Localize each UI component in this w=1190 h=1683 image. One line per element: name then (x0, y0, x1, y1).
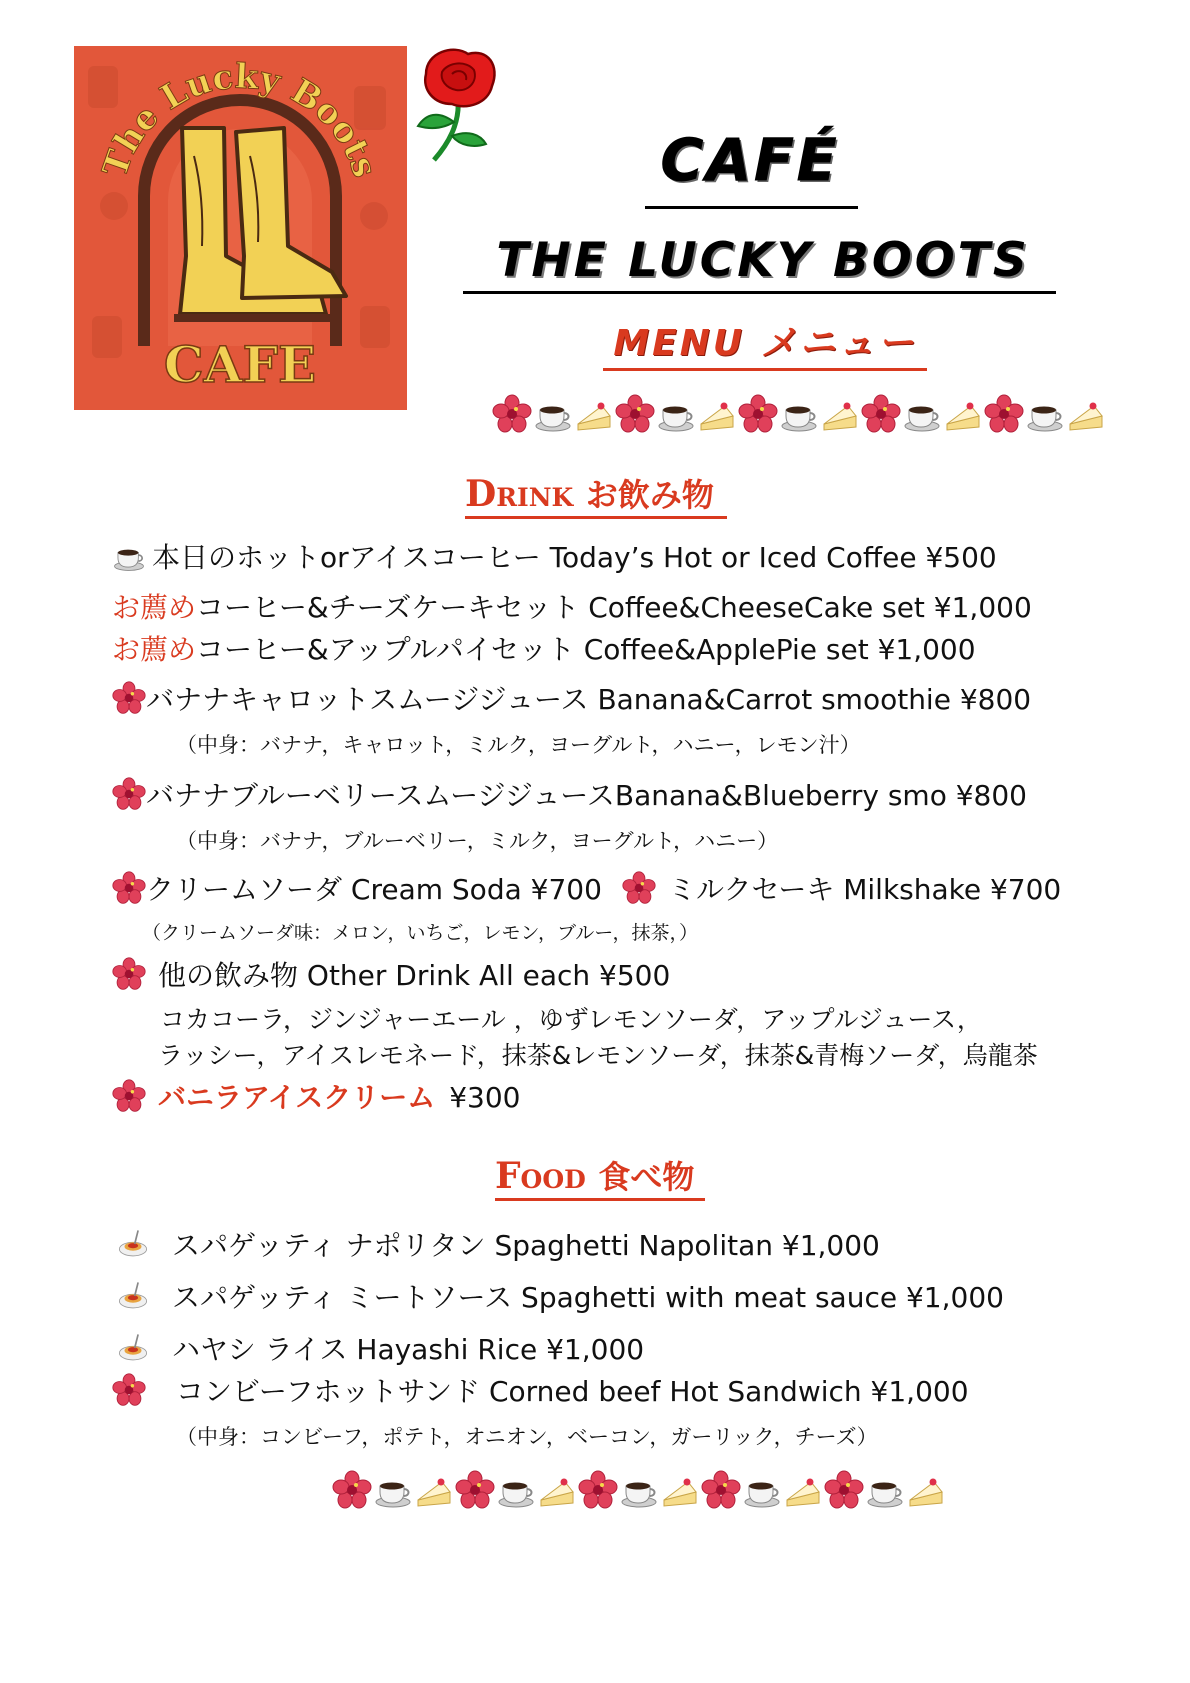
other-drink-list-1: コカコーラ，ジンジャーエール ，ゆずレモンソーダ，アップルジュース， (160, 1005, 982, 1034)
cake-slice-icon (906, 1470, 946, 1510)
title-menu-underline (603, 368, 927, 371)
drink-heading-en: Drink (465, 473, 574, 515)
menu-item-hot-coffee (112, 538, 997, 578)
coffee-cup-icon (1025, 394, 1065, 434)
corned-beef-ingredients: （中身：コンビーフ，ポテト，オニオン，ベーコン，ガーリック，チーズ） (176, 1425, 878, 1449)
coffee-cup-icon (865, 1470, 905, 1510)
menu-item-napolitan (116, 1226, 880, 1266)
cake-slice-icon (1066, 394, 1106, 434)
menu-item-text: 他の飲み物 Other Drink All each ¥500 (158, 959, 671, 992)
other-drink-list-2: ラッシー，アイスレモネード，抹茶&レモンソーダ，抹茶&青梅ソーダ，烏龍茶 (158, 1041, 1038, 1070)
coffee-cup-icon (656, 394, 696, 434)
hibiscus-icon (861, 394, 901, 434)
menu-item-text: バナナブルーベリースムージジュースBanana&Blueberry smo ¥800 (146, 779, 1027, 812)
hibiscus-icon (455, 1470, 495, 1510)
hibiscus-icon (738, 394, 778, 434)
menu-item-text: クリームソーダ Cream Soda ¥700 (146, 873, 602, 906)
food-heading-en: Food (495, 1155, 586, 1197)
hibiscus-icon (492, 394, 532, 434)
hibiscus-icon (984, 394, 1024, 434)
spaghetti-icon (116, 1227, 150, 1261)
menu-item-text: コンビーフホットサンド Corned beef Hot Sandwich ¥1,000 (176, 1375, 969, 1408)
cake-slice-icon (414, 1470, 454, 1510)
banana-blueberry-ingredients: （中身：バナナ，ブルーベリー，ミルク，ヨーグルト，ハニー） (176, 829, 779, 853)
recommend-label: お薦め (112, 591, 197, 624)
cake-slice-icon (697, 394, 737, 434)
emoji-divider-bottom (332, 1470, 946, 1510)
title-cafe: CAFÉ (660, 126, 840, 194)
coffee-cup-icon (619, 1470, 659, 1510)
spaghetti-icon (116, 1331, 150, 1365)
hibiscus-icon (578, 1470, 618, 1510)
title-name-underline (463, 291, 1056, 294)
coffee-cup-icon (779, 394, 819, 434)
food-heading-underline (495, 1198, 705, 1201)
menu-item-text: ミルクセーキ Milkshake ¥700 (668, 873, 1062, 906)
coffee-cup-icon (902, 394, 942, 434)
recommend-label: お薦め (112, 633, 197, 666)
title-cafe-name: THE LUCKY BOOTS (496, 233, 1030, 288)
banana-carrot-ingredients: （中身：バナナ，キャロット，ミルク，ヨーグルト，ハニー，レモン汁） (176, 733, 861, 757)
menu-item-hayashi (116, 1330, 644, 1370)
title-cafe-underline (645, 206, 858, 209)
hibiscus-icon (701, 1470, 741, 1510)
menu-item-text: スパゲッティ ミートソース Spaghetti with meat sauce ¥1,000 (172, 1281, 1004, 1314)
vanilla-ice-name: バニラアイスクリーム (158, 1081, 436, 1114)
coffee-cup-icon (533, 394, 573, 434)
hibiscus-icon (615, 394, 655, 434)
menu-item-corned-beef (112, 1372, 969, 1412)
menu-item-milkshake (622, 870, 1061, 910)
cafe-logo (74, 46, 407, 410)
coffee-cup-icon (496, 1470, 536, 1510)
menu-item-set-cheesecake (112, 588, 1032, 628)
food-section-heading (495, 1152, 694, 1201)
logo-bottom-text: CAFE (163, 335, 317, 394)
menu-item-cream-soda (112, 870, 602, 910)
vanilla-ice-price: ¥300 (449, 1081, 521, 1114)
cake-slice-icon (783, 1470, 823, 1510)
menu-item-text: 本日のホットorアイスコーヒー Today’s Hot or Iced Coffee ¥500 (152, 541, 997, 574)
drink-heading-jp: お飲み物 (585, 476, 714, 514)
hibiscus-icon (622, 871, 656, 905)
hibiscus-icon (824, 1470, 864, 1510)
rose-icon (408, 44, 504, 164)
cake-slice-icon (820, 394, 860, 434)
hibiscus-icon (112, 1079, 146, 1113)
hibiscus-icon (332, 1470, 372, 1510)
menu-item-text: コーヒー&アップルパイセット Coffee&ApplePie set ¥1,000 (196, 633, 976, 666)
menu-item-text: バナナキャロットスムージジュース Banana&Carrot smoothie ¥800 (146, 683, 1032, 716)
hibiscus-icon (112, 681, 146, 715)
menu-item-other-drink (112, 956, 670, 996)
coffee-cup-icon (373, 1470, 413, 1510)
title-menu: MENU メニュー (613, 323, 917, 364)
cake-slice-icon (660, 1470, 700, 1510)
menu-item-text: スパゲッティ ナポリタン Spaghetti Napolitan ¥1,000 (172, 1229, 880, 1262)
menu-item-meat-sauce (116, 1278, 1004, 1318)
cake-slice-icon (574, 394, 614, 434)
menu-item-banana-carrot (112, 680, 1031, 720)
drink-section-heading (465, 470, 714, 519)
cream-soda-flavors: （クリームソーダ味：メロン，いちご，レモン，ブルー，抹茶，） (142, 922, 698, 944)
hibiscus-icon (112, 871, 146, 905)
hibiscus-icon (112, 957, 146, 991)
hibiscus-icon (112, 1373, 146, 1407)
emoji-divider-top (492, 394, 1106, 434)
hibiscus-icon (112, 777, 146, 811)
cake-slice-icon (537, 1470, 577, 1510)
spaghetti-icon (116, 1279, 150, 1313)
drink-heading-underline (465, 516, 727, 519)
logo-arc-text: The Lucky Boots (95, 56, 385, 183)
menu-item-text: コーヒー&チーズケーキセット Coffee&CheeseCake set ¥1,000 (196, 591, 1032, 624)
coffee-cup-icon (742, 1470, 782, 1510)
menu-item-set-applepie (112, 630, 976, 670)
menu-item-text: ハヤシ ライス Hayashi Rice ¥1,000 (172, 1333, 645, 1366)
coffee-cup-icon (112, 539, 146, 573)
menu-item-vanilla-ice (112, 1078, 520, 1118)
food-heading-jp: 食べ物 (598, 1158, 695, 1196)
menu-item-banana-blueberry (112, 776, 1027, 816)
cake-slice-icon (943, 394, 983, 434)
